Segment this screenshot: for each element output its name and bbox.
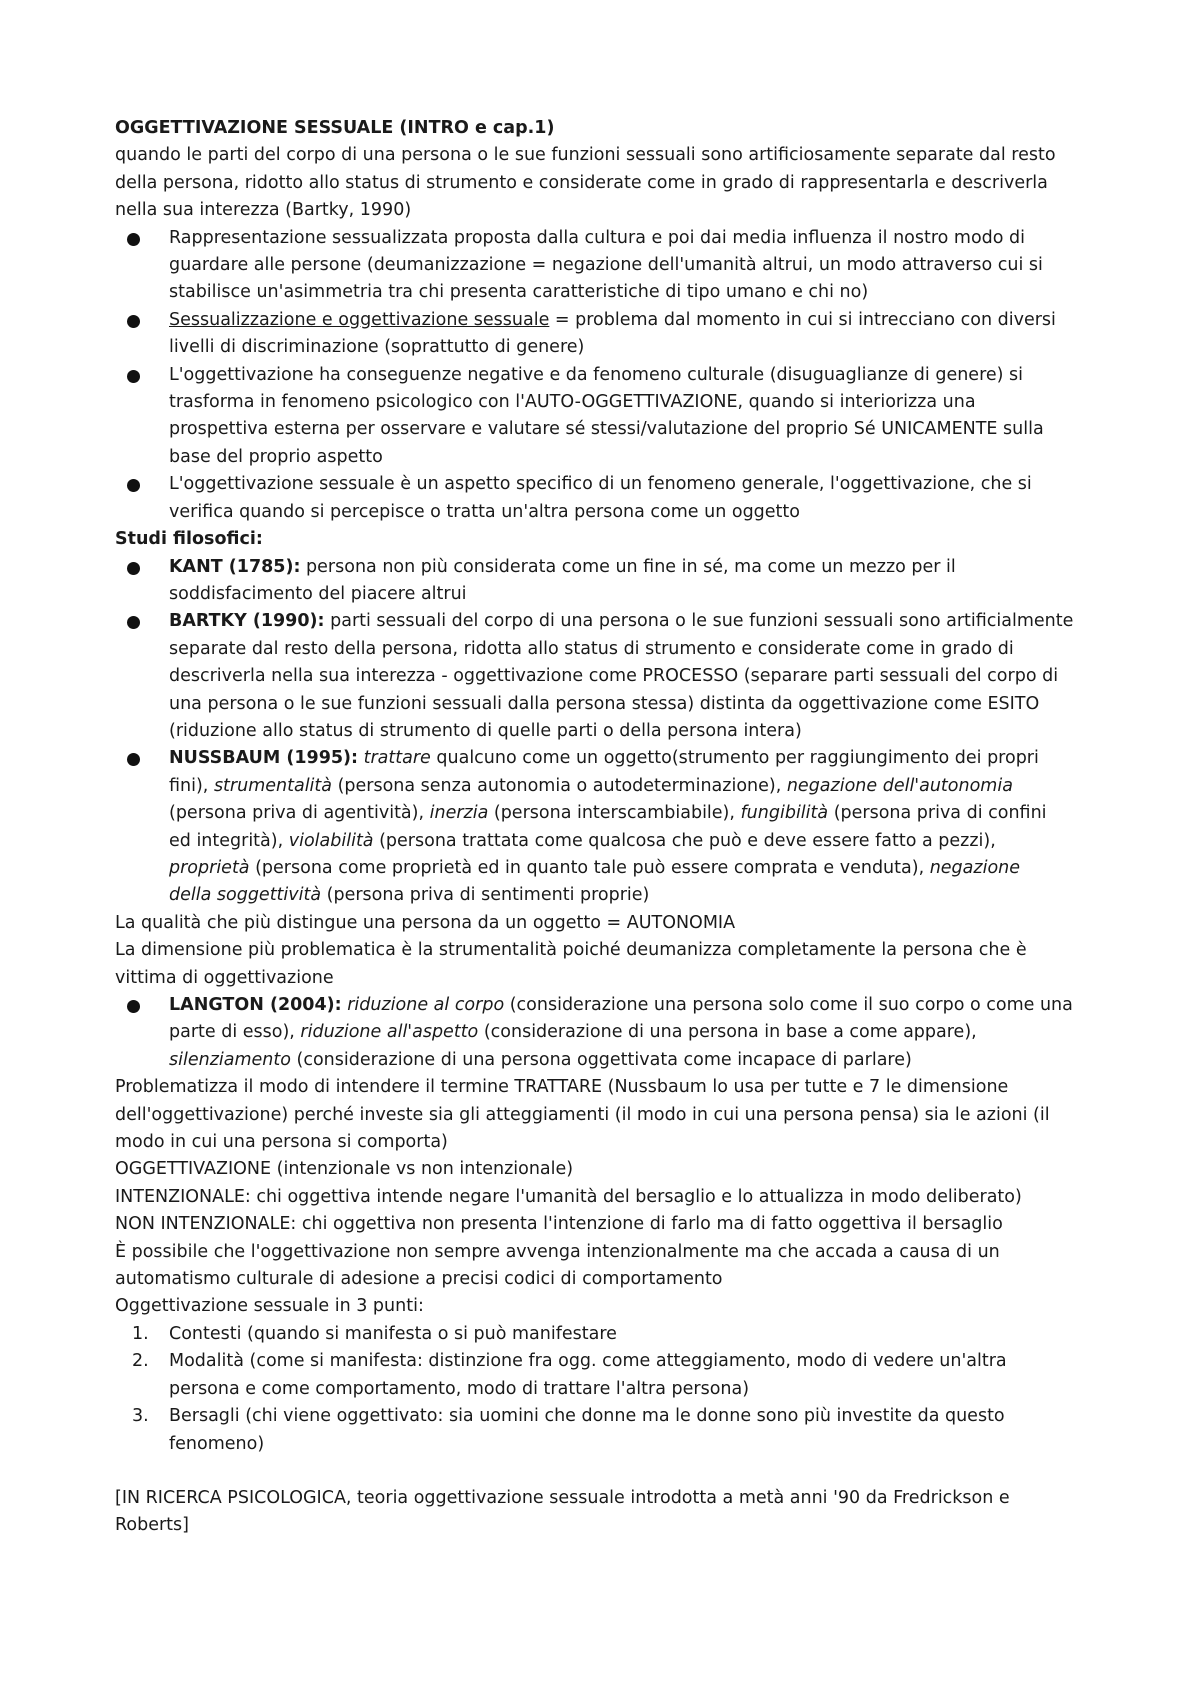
italic-term: fungibilità <box>740 803 829 824</box>
bullet-text: soddisfacimento del piacere altrui <box>169 583 467 604</box>
bullet-text <box>169 554 1090 581</box>
paragraph-line: La qualità che più distingue una persona da un oggetto = AUTONOMIA <box>115 912 736 933</box>
underlined-term: Sessualizzazione e oggettivazione sessuale <box>169 309 550 330</box>
bullet-text: una persona o le sue funzioni sessuali dalla persona stessa) distinta da oggettivazione come ESITO <box>169 693 1040 714</box>
bullet-text <box>169 608 1090 635</box>
bullet-text <box>169 307 1090 334</box>
bullet-item-langton <box>115 992 1090 1074</box>
bullet-text-rest: = problema dal momento in cui si intrecciano con diversi <box>549 309 1056 330</box>
italic-term: trattare <box>363 748 431 769</box>
intro-line: quando le parti del corpo di una persona o le sue funzioni sessuali sono artificiosamente separate dal resto <box>115 145 1056 166</box>
text-fragment: parte di esso), <box>169 1022 301 1043</box>
list-text: fenomeno) <box>169 1433 265 1454</box>
paragraph-line: NON INTENZIONALE: chi oggettiva non presenta l'intenzione di farlo ma di fatto oggettiva il bersaglio <box>115 1214 1003 1235</box>
paragraph-line: automatismo culturale di adesione a precisi codici di comportamento <box>115 1269 723 1290</box>
bullet-text <box>169 882 1090 909</box>
blank-line <box>115 1458 1090 1485</box>
bullet-icon <box>127 479 140 492</box>
bullet-text: verifica quando si percepisce o tratta un'altra persona come un oggetto <box>169 501 800 522</box>
bullet-item-aspetto-specifico <box>115 471 1090 526</box>
bullet-text <box>169 828 1090 855</box>
bullet-text <box>169 1047 1090 1074</box>
italic-term: proprietà <box>169 857 250 878</box>
bullet-text-rest: qualcuno come un oggetto(strumento per raggiungimento dei propri <box>430 748 1039 769</box>
bullet-text <box>169 800 1090 827</box>
numbered-item-bersagli <box>115 1403 1090 1458</box>
italic-term: riduzione all'aspetto <box>300 1022 479 1043</box>
bullet-text: livelli di discriminazione (soprattutto di genere) <box>169 337 585 358</box>
bullet-item-bartky <box>115 608 1090 745</box>
bullet-item-kant <box>115 554 1090 609</box>
list-text: Contesti (quando si manifesta o si può manifestare <box>169 1323 617 1344</box>
bullet-text: descriverla nella sua interezza - oggettivazione come PROCESSO (separare parti sessuali del corpo di <box>169 666 1059 687</box>
italic-term: riduzione al corpo <box>347 995 505 1015</box>
italic-term: negazione dell'autonomia <box>786 775 1013 796</box>
bullet-text <box>169 745 1090 772</box>
bullet-text-rest: persona non più considerata come un fine in sé, ma come un mezzo per il <box>300 556 956 577</box>
text-fragment: (persona priva di agentività), <box>169 803 430 824</box>
bullet-icon <box>127 616 140 629</box>
italic-term: negazione <box>929 857 1021 878</box>
bullet-text-rest: parti sessuali del corpo di una persona o le sue funzioni sessuali sono artificialmente <box>324 611 1074 632</box>
bullet-text: L'oggettivazione ha conseguenze negative e da fenomeno culturale (disuguaglianze di genere) si <box>169 364 1024 385</box>
paragraph-line: Problematizza il modo di intendere il termine TRATTARE (Nussbaum lo usa per tutte e 7 le dimensione <box>115 1077 1009 1098</box>
bullet-text <box>169 992 1090 1019</box>
bullet-item-rappresentazione <box>115 225 1090 307</box>
numbered-item-modalita <box>115 1348 1090 1403</box>
italic-term: inerzia <box>429 803 489 824</box>
author-name: BARTKY (1990): <box>169 611 325 632</box>
text-fragment: (persona trattata come qualcosa che può e deve essere fatto a pezzi), <box>373 830 996 851</box>
text-fragment: (persona come proprietà ed in quanto tale può essere comprata e venduta), <box>249 857 930 878</box>
bullet-text: trasforma in fenomeno psicologico con l'AUTO-OGGETTIVAZIONE, quando si interiorizza una <box>169 392 976 413</box>
italic-term: strumentalità <box>213 775 333 796</box>
bullet-text <box>169 855 1090 882</box>
bullet-text: separate dal resto della persona, ridotta allo status di strumento e considerate come in grado di <box>169 638 1014 659</box>
text-fragment: (considerazione una persona solo come il suo corpo o come una <box>504 995 1073 1015</box>
bullet-text: stabilisce un'asimmetria tra chi presenta caratteristiche di tipo umano e chi no) <box>169 282 869 303</box>
italic-term: violabilità <box>288 830 374 851</box>
bullet-item-sessualizzazione <box>115 307 1090 362</box>
bullet-text: guardare alle persone (deumanizzazione = negazione dell'umanità altrui, un modo attraverso cui si <box>169 255 1043 276</box>
bullet-icon <box>127 233 140 246</box>
numbered-item-contesti <box>115 1321 1090 1348</box>
paragraph-line: È possibile che l'oggettivazione non sempre avvenga intenzionalmente ma che accada a causa di un <box>115 1241 1000 1262</box>
bullet-icon <box>127 562 140 575</box>
bullet-icon <box>127 315 140 328</box>
paragraph-line: modo in cui una persona si comporta) <box>115 1132 448 1153</box>
author-name: KANT (1785): <box>169 556 301 577</box>
text-fragment: (persona interscambiabile), <box>488 803 741 824</box>
text-fragment: (persona priva di sentimenti proprie) <box>321 885 650 906</box>
text-fragment: fini), <box>169 775 214 796</box>
text-fragment: ed integrità), <box>169 830 289 851</box>
text-fragment: (considerazione di una persona in base a come appare), <box>478 1022 977 1043</box>
bullet-icon <box>127 1000 140 1013</box>
section-heading-studi: Studi filosofici: <box>115 529 263 550</box>
text-fragment: (persona priva di confini <box>828 803 1047 824</box>
list-number: 3. <box>132 1406 149 1427</box>
bullet-icon <box>127 370 140 383</box>
paragraph-line: La dimensione più problematica è la strumentalità poiché deumanizza completamente la persona che è <box>115 940 1027 961</box>
bullet-text: base del proprio aspetto <box>169 446 383 467</box>
bullet-text: prospettiva esterna per osservare e valutare sé stessi/valutazione del proprio Sé UNICAMENTE sulla <box>169 419 1044 440</box>
text-fragment: (persona senza autonomia o autodeterminazione), <box>332 775 787 796</box>
document-title: OGGETTIVAZIONE SESSUALE (INTRO e cap.1) <box>115 118 555 138</box>
list-text: persona e come comportamento, modo di trattare l'altra persona) <box>169 1378 750 1399</box>
author-name: LANGTON (2004): <box>169 995 342 1015</box>
paragraph-line: INTENZIONALE: chi oggettiva intende negare l'umanità del bersaglio e lo attualizza in modo deliberato) <box>115 1186 1022 1207</box>
intro-line: nella sua interezza (Bartky, 1990) <box>115 200 412 221</box>
list-number: 2. <box>132 1351 149 1372</box>
paragraph-line: vittima di oggettivazione <box>115 967 334 988</box>
italic-term: della soggettività <box>169 885 322 906</box>
author-name: NUSSBAUM (1995): <box>169 748 359 769</box>
bullet-text: (riduzione allo status di strumento di quelle parti o della persona intera) <box>169 720 802 741</box>
italic-term: silenziamento <box>169 1049 291 1070</box>
text-fragment: (considerazione di una persona oggettivata come incapace di parlare) <box>290 1049 912 1070</box>
list-number: 1. <box>132 1323 149 1344</box>
bullet-text <box>169 1019 1090 1046</box>
bullet-text <box>169 773 1090 800</box>
intro-line: della persona, ridotto allo status di strumento e considerate come in grado di rappresentarla e descriverla <box>115 172 1048 193</box>
closing-note: Roberts] <box>115 1515 189 1536</box>
list-text: Bersagli (chi viene oggettivato: sia uomini che donne ma le donne sono più investite da questo <box>169 1406 1005 1427</box>
paragraph-line: Oggettivazione sessuale in 3 punti: <box>115 1296 424 1317</box>
bullet-text: L'oggettivazione sessuale è un aspetto specifico di un fenomeno generale, l'oggettivazione, che si <box>169 474 1032 495</box>
closing-note: [IN RICERCA PSICOLOGICA, teoria oggettivazione sessuale introdotta a metà anni '90 da Fredrickson e <box>115 1487 1010 1508</box>
paragraph-line: dell'oggettivazione) perché investe sia gli atteggiamenti (il modo in cui una persona pensa) sia le azioni (il <box>115 1104 1050 1125</box>
list-text: Modalità (come si manifesta: distinzione fra ogg. come atteggiamento, modo di vedere un'altra <box>169 1351 1007 1372</box>
bullet-item-conseguenze <box>115 362 1090 472</box>
bullet-icon <box>127 753 140 766</box>
bullet-item-nussbaum <box>115 745 1090 909</box>
paragraph-line: OGGETTIVAZIONE (intenzionale vs non intenzionale) <box>115 1159 574 1180</box>
bullet-text: Rappresentazione sessualizzata proposta dalla cultura e poi dai media influenza il nostro modo di <box>169 227 1026 248</box>
